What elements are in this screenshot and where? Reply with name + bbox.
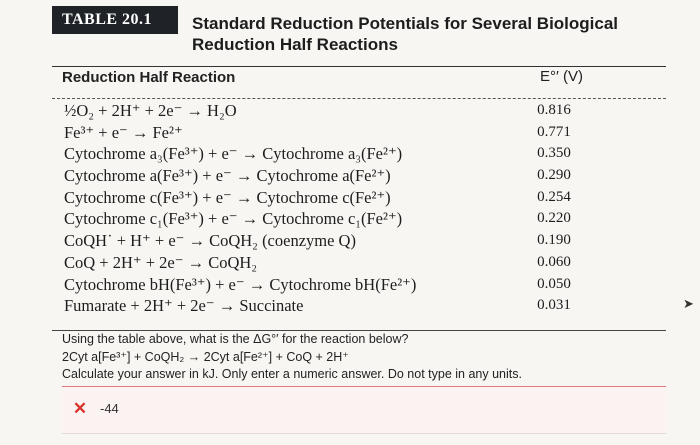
question-instructions: Calculate your answer in kJ. Only enter a numeric answer. Do not type in any units. (62, 367, 522, 381)
potential-value: 0.254 (537, 188, 571, 205)
mouse-cursor-icon: ➤ (683, 296, 694, 311)
potential-value: 0.350 (537, 145, 571, 162)
table-row (64, 122, 624, 144)
table-row (64, 274, 624, 296)
table-header-rule (52, 98, 666, 99)
potential-value: 0.771 (537, 123, 571, 140)
answer-value[interactable]: -44 (100, 401, 119, 416)
reaction-text: Cytochrome a(Fe³⁺) + e⁻ → Cytochrome a(Fe²⁺) (64, 166, 391, 186)
potential-value: 0.050 (537, 275, 571, 292)
potential-value: 0.190 (537, 232, 571, 249)
table-row (64, 252, 624, 274)
column-header-potential: E°′ (V) (540, 68, 583, 85)
answer-field[interactable] (62, 386, 666, 434)
potential-value: 0.031 (537, 297, 571, 314)
table-title (192, 13, 618, 55)
reaction-text: Fe³⁺ + e⁻ → Fe²⁺ (64, 122, 183, 142)
table-top-rule (52, 66, 666, 67)
table-row (64, 100, 624, 122)
reaction-text: CoQH˙ + H⁺ + e⁻ → CoQH₂ (coenzyme Q) (64, 231, 356, 251)
reaction-text: CoQ + 2H⁺ + 2e⁻ → CoQH₂ (64, 252, 258, 272)
reaction-text: Cytochrome c(Fe³⁺) + e⁻ → Cytochrome c(Fe²⁺) (64, 187, 391, 207)
table-row (64, 230, 624, 252)
question-prompt: Using the table above, what is the ΔG°′ for the reaction below? (62, 332, 409, 346)
table-row (64, 165, 624, 187)
table-row (64, 143, 624, 165)
potential-value: 0.220 (537, 210, 571, 227)
reaction-text: Cytochrome bH(Fe³⁺) + e⁻ → Cytochrome bH(Fe²⁺) (64, 274, 417, 294)
reaction-text: Cytochrome c₁(Fe³⁺) + e⁻ → Cytochrome c₁(Fe²⁺) (64, 209, 403, 229)
column-header-reaction: Reduction Half Reaction (62, 69, 236, 86)
table-title-line1: Standard Reduction Potentials for Several Biological (192, 14, 619, 33)
potential-value: 0.816 (537, 102, 571, 118)
table-label: TABLE 20.1 (52, 6, 178, 34)
reaction-text: Fumarate + 2H⁺ + 2e⁻ → Succinate (64, 296, 304, 316)
reaction-text: ½O₂ + 2H⁺ + 2e⁻ → H₂O (64, 101, 237, 120)
table-row (64, 295, 624, 317)
incorrect-x-icon: ✕ (72, 399, 88, 418)
table-title-line2: Reduction Half Reactions (192, 35, 398, 54)
table-row (64, 208, 624, 230)
reaction-text: Cytochrome a₃(Fe³⁺) + e⁻ → Cytochrome a₃(Fe²⁺) (64, 144, 403, 164)
table-row (64, 187, 624, 209)
question-block (62, 331, 522, 384)
question-reaction: 2Cyt a[Fe³⁺] + CoQH₂ → 2Cyt a[Fe²⁺] + CoQ + 2H⁺ (62, 349, 349, 364)
potential-value: 0.290 (537, 167, 571, 184)
reaction-table-body (64, 100, 624, 317)
potential-value: 0.060 (537, 253, 571, 270)
